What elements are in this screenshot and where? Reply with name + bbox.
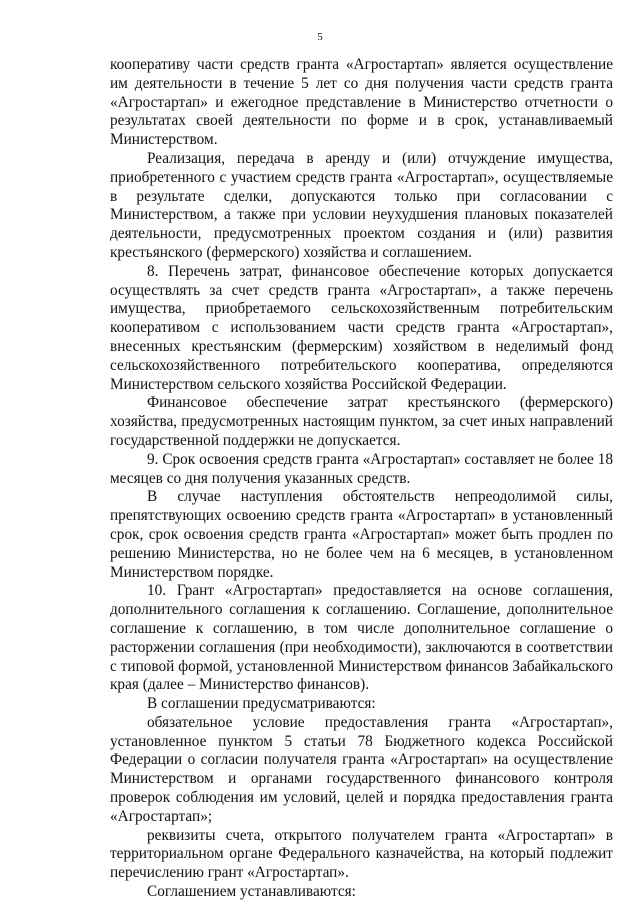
paragraph: В соглашении предусматриваются: bbox=[147, 695, 376, 713]
paragraph: Реализация, передача в аренду и (или) отчуждение имущества, приобретенного с участием средств гранта «Агростартап», осуществляемые в результате сделки, допускаются только при согласовании с Министерством, а также при условии неухудшения плановых показателей деятельности, предусмотренных проектом создания и (или) развития крестьянского (фермерского) хозяйства и соглашением. bbox=[110, 149, 613, 261]
paragraph: Финансовое обеспечение затрат крестьянского (фермерского) хозяйства, предусмотренных настоящим пунктом, за счет иных направлений государственной поддержки не допускается. bbox=[110, 394, 613, 449]
document-body bbox=[110, 56, 613, 902]
paragraph: 8. Перечень затрат, финансовое обеспечение которых допускается осуществлять за счет средств гранта «Агростартап», а также перечень имущества, приобретаемого сельскохозяйственным потребительским кооперативом с использованием части средств гранта «Агростартап», внесенных крестьянским (фермерским) хозяйством в неделимый фонд сельскохозяйственного потребительского кооператива, определяются Министерством сельского хозяйства Российской Федерации. bbox=[110, 262, 613, 393]
paragraph: 9. Срок освоения средств гранта «Агростартап» составляет не более 18 месяцев со дня получения указанных средств. bbox=[110, 450, 613, 487]
page-number: 5 bbox=[317, 31, 323, 43]
paragraph: обязательное условие предоставления гранта «Агростартап», установленное пунктом 5 статьи 78 Бюджетного кодекса Российской Федерации о согласии получателя гранта «Агростартап» на осуществление Министерством и органами государственного финансового контроля проверок соблюдения им условий, целей и порядка предоставления гранта «Агростартап»; bbox=[110, 713, 613, 825]
paragraph: 10. Грант «Агростартап» предоставляется на основе соглашения, дополнительного соглашения к соглашению. Соглашение, дополнительное соглашение к соглашению, в том числе дополнительное соглашение о расторжении соглашения (при необходимости), заключаются в соответствии с типовой формой, установленной Министерством финансов Забайкальского края (далее – Министерство финансов). bbox=[110, 582, 613, 694]
paragraph: В случае наступления обстоятельств непреодолимой силы, препятствующих освоению средств гранта «Агростартап» в установленный срок, срок освоения средств гранта «Агростартап» может быть продлен по решению Министерства, но не более чем на 6 месяцев, в установленном Министерством порядке. bbox=[110, 488, 613, 581]
paragraph: Соглашением устанавливаются: bbox=[147, 883, 356, 901]
paragraph: кооперативу части средств гранта «Агростартап» является осуществление им деятельности в течение 5 лет со дня получения части средств гранта «Агростартап» и ежегодное представление в Министерство отчетности о результатах своей деятельности по форме и в срок, устанавливаемый Министерством. bbox=[110, 56, 613, 149]
paragraph: реквизиты счета, открытого получателем гранта «Агростартап» в территориальном органе Федерального казначейства, на который подлежит перечислению грант «Агростартап». bbox=[110, 826, 613, 882]
